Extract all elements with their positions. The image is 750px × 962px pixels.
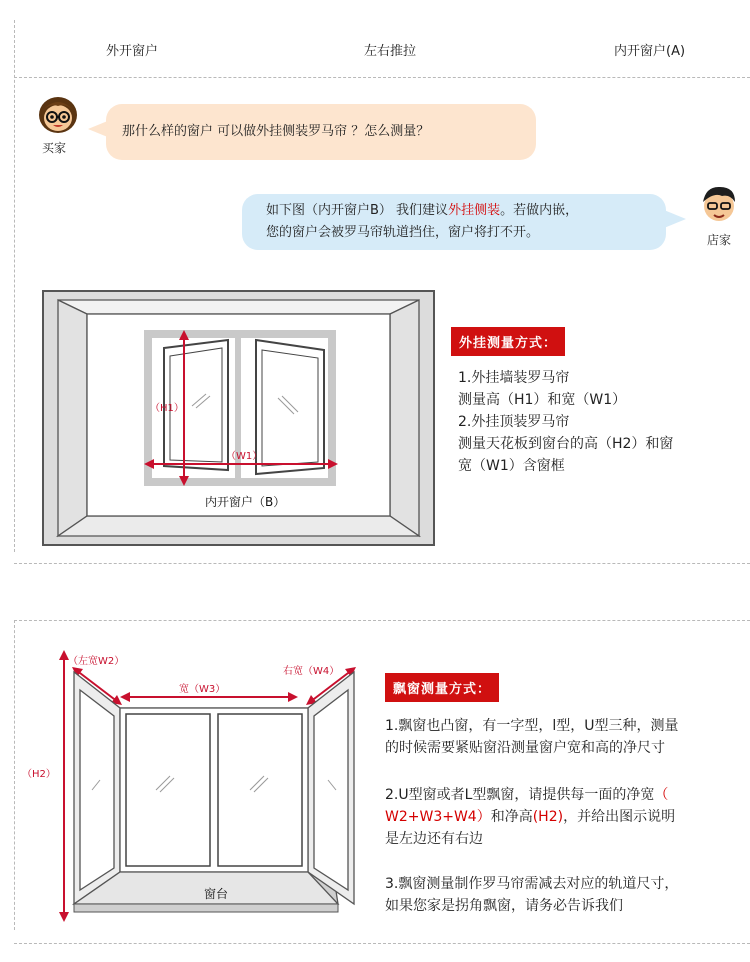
window-sill-label: 窗台 xyxy=(204,887,229,901)
label-w3: 宽（W3） xyxy=(179,684,226,695)
item1-title: 1.外挂墙装罗马帘 xyxy=(458,370,570,386)
bay-p3-line2: 如果您家是拐角飘窗，请务必告诉我们 xyxy=(385,898,623,914)
shop-message-line2: 您的窗户会被罗马帘轨道挡住，窗户将打不开。 xyxy=(266,225,540,240)
bay-window-badge: 飘窗测量方式： xyxy=(385,673,499,702)
bay-p2-line2: W2+W3+W4）和净高(H2)，并给出图示说明 xyxy=(385,809,676,825)
divider xyxy=(14,563,750,564)
bay-p2-line1: 2.U型窗或者L型飘窗，请提供每一面的净宽（ xyxy=(385,787,669,803)
bay-p1-line2: 的时候需要紧贴窗沿测量窗户宽和高的净尺寸 xyxy=(385,740,665,756)
divider xyxy=(14,77,750,78)
shop-message-line1: 如下图（内开窗户B） 我们建议外挂侧装。若做内嵌， xyxy=(266,203,579,218)
external-measure-badge: 外挂测量方式： xyxy=(451,327,565,356)
shop-name: 店家 xyxy=(707,233,732,247)
bubble-tail xyxy=(664,208,686,230)
shop-avatar xyxy=(698,184,740,230)
divider xyxy=(14,943,750,944)
label-w4: 右宽（W4） xyxy=(283,666,340,677)
buyer-avatar xyxy=(36,93,80,139)
item2-title: 2.外挂顶装罗马帘 xyxy=(458,414,570,430)
buyer-name: 买家 xyxy=(42,141,67,155)
bay-p2-line3: 是左边还有右边 xyxy=(385,831,483,847)
bay-p3-line1: 3.飘窗测量制作罗马帘需减去对应的轨道尺寸， xyxy=(385,876,679,892)
shop-avatar-icon xyxy=(698,184,740,226)
divider xyxy=(14,620,15,930)
inward-window-diagram xyxy=(42,290,435,550)
highlight-text: 外挂侧装 xyxy=(448,203,501,218)
label-w1: （W1） xyxy=(226,451,263,462)
label-w2: （左宽W2） xyxy=(68,656,125,667)
divider xyxy=(14,620,750,621)
buyer-avatar-icon xyxy=(36,93,80,135)
bay-p1-line1: 1.飘窗也凸窗，有一字型，l型，U型三种，测量 xyxy=(385,718,679,734)
item1-detail: 测量高（H1）和宽（W1） xyxy=(458,392,627,408)
label-h1: （H1） xyxy=(150,403,184,414)
divider xyxy=(14,20,15,552)
item2-detail-line2: 宽（W1）含窗框 xyxy=(458,458,565,474)
item2-detail-line1: 测量天花板到窗台的高（H2）和窗 xyxy=(458,436,674,452)
label-h2: （H2） xyxy=(22,769,56,780)
tab-sliding-window[interactable]: 左右推拉 xyxy=(364,44,417,59)
diagram-caption: 内开窗户（B） xyxy=(205,495,286,509)
tab-outward-window[interactable]: 外开窗户 xyxy=(106,44,159,59)
tab-inward-window-a[interactable]: 内开窗户(A) xyxy=(614,44,686,59)
buyer-message: 那什么样的窗户 可以做外挂侧装罗马帘 ？怎么测量？ xyxy=(122,124,430,139)
